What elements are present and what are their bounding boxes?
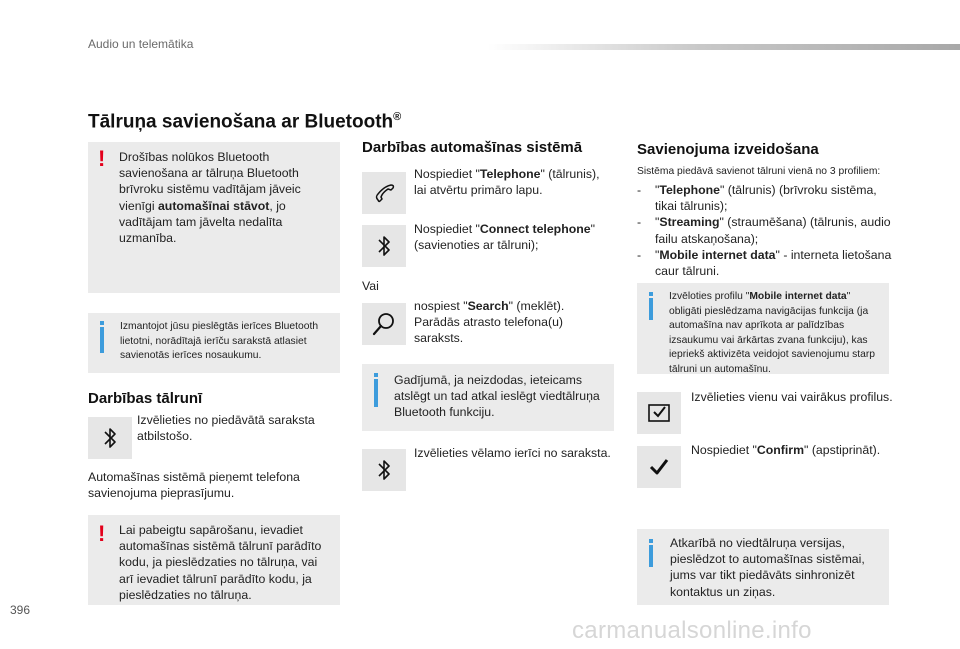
- warning-icon: !: [98, 521, 106, 546]
- accept-request-text: Automašīnas sistēmā pieņemt telefona savienojuma pieprasījumu.: [88, 470, 300, 501]
- checklist-icon: [645, 401, 673, 425]
- list-item: - "Streaming" (straumēšana) (tālrunis, audio failu atskaņošana);: [637, 214, 892, 246]
- warning-icon: !: [98, 146, 106, 171]
- search-icon: [370, 310, 398, 338]
- warning-box-safety: [88, 142, 340, 293]
- bluetooth-icon-box: [362, 225, 406, 267]
- connection-step-select-profiles: Izvēlieties vienu vai vairākus profilus.: [691, 390, 893, 404]
- checkmark-icon: [648, 457, 670, 477]
- info-text-mobile-data: Izvēloties profilu "Mobile internet data" obligāti pieslēdzama navigācijas funkcija (ja automašīna nav aprīkota ar palīdzības izsaukumu vai ārkārtas zvana funkciju), kas iepriekš aktivizēta veidojot savienojumu starp tālruni un automašīnu.: [669, 291, 876, 375]
- bluetooth-icon: [376, 457, 392, 483]
- bluetooth-icon: [376, 233, 392, 259]
- info-icon: [100, 321, 104, 353]
- page-title-text: Tālruņa savienošana ar Bluetooth: [88, 111, 394, 133]
- search-icon-box: [362, 303, 406, 345]
- car-step-select-device: Izvēlieties vēlamo ierīci no saraksta.: [414, 446, 611, 460]
- checkmark-icon-box: [637, 446, 681, 488]
- warning-text-safety: Drošības nolūkos Bluetooth savienošana ar tālruņa Bluetooth brīvroku sistēmu vadītājam jāveic vienīgi automašīnai stāvot, jo vadītājam tam jāvelta nedalīta uzmanība.: [119, 150, 301, 246]
- bluetooth-icon-box: [88, 417, 132, 459]
- info-box-app: [88, 313, 340, 373]
- page-title: [88, 111, 401, 133]
- checklist-icon-box: [637, 392, 681, 434]
- section-heading-phone: Darbības tālrunī: [88, 390, 203, 407]
- car-step-search: nospiest "Search" (meklēt). Parādās atrasto telefona(u) saraksts.: [414, 299, 565, 346]
- warning-box-pairing: [88, 515, 340, 605]
- info-text-app: Izmantojot jūsu pieslēgtās ierīces Bluetooth lietotni, norādītajā ierīču sarakstā atlasiet savienotās ierīces nosaukumu.: [120, 321, 319, 361]
- header-section-title: Audio un telemātika: [88, 37, 194, 51]
- bluetooth-icon: [102, 425, 118, 451]
- or-text: Vai: [362, 279, 379, 293]
- info-text-bluetooth-retry: Gadījumā, ja neizdodas, ieteicams atslēgt un tad atkal ieslēgt viedtālruņa Bluetooth funkciju.: [394, 373, 600, 420]
- phone-handset-icon: [371, 180, 397, 206]
- phone-icon-box: [362, 172, 406, 214]
- watermark: carmanualsonline.info: [572, 617, 812, 644]
- registered-mark: ®: [393, 111, 402, 123]
- car-step-telephone: Nospiediet "Telephone" (tālrunis), lai atvērtu primāro lapu.: [414, 167, 600, 198]
- profiles-list: [637, 182, 892, 279]
- info-icon: [374, 373, 378, 407]
- warning-text-pairing: Lai pabeigtu sapārošanu, ievadiet automašīnas sistēmā tālrunī parādīto kodu, ja pieslēdzaties no tālruņa, vai arī ievadiet tālrunī parādīto kodu, ja pieslēdzaties no tālruņa.: [119, 523, 322, 602]
- info-icon: [649, 292, 653, 320]
- info-box-mobile-data: [637, 283, 889, 374]
- section-heading-car-system: Darbības automašīnas sistēmā: [362, 139, 583, 156]
- header-decorative-bar: [488, 44, 960, 50]
- info-box-sync: [637, 529, 889, 605]
- list-item: - "Mobile internet data" - interneta lietošana caur tālruni.: [637, 247, 892, 279]
- page-number: 396: [10, 603, 31, 617]
- phone-step-text: Izvēlieties no piedāvātā saraksta atbilstošo.: [137, 413, 315, 444]
- section-heading-connection: Savienojuma izveidošana: [637, 141, 819, 158]
- bluetooth-icon-box: [362, 449, 406, 491]
- connection-step-confirm: Nospiediet "Confirm" (apstiprināt).: [691, 443, 881, 457]
- profiles-intro: Sistēma piedāvā savienot tālruni vienā no 3 profiliem:: [637, 166, 881, 177]
- info-text-sync: Atkarībā no viedtālruņa versijas, pieslēdzot to automašīnas sistēmai, jums var tikt piedāvāts sinhronizēt kontaktus un ziņas.: [670, 536, 865, 599]
- info-icon: [649, 539, 653, 567]
- info-box-bluetooth-retry: [362, 364, 614, 431]
- car-step-connect: Nospiediet "Connect telephone" (savienoties ar tālruni);: [414, 222, 595, 253]
- list-item: - "Telephone" (tālrunis) (brīvroku sistēma, tikai tālrunis);: [637, 182, 892, 214]
